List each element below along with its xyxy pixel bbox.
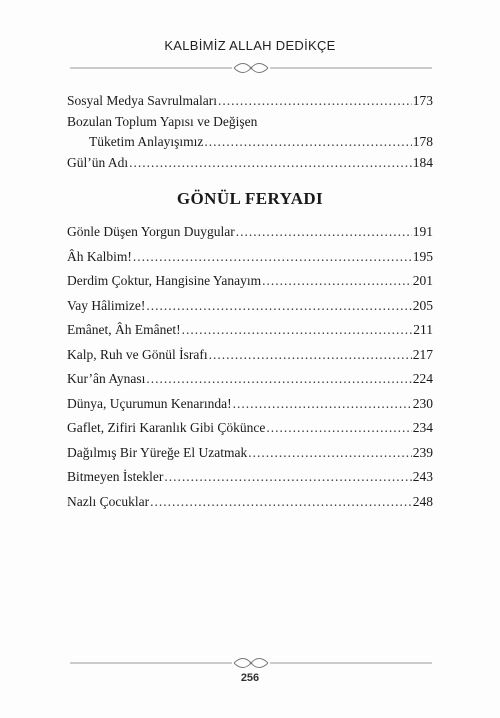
toc-entry (67, 272, 433, 290)
toc-entry-title: Dağılmış Bir Yüreğe El Uzatmak (67, 444, 248, 460)
toc-entry (67, 154, 433, 172)
toc-entry-page: 248 (412, 493, 433, 509)
toc-leader-dots (150, 493, 412, 511)
toc-entry-page: 205 (412, 297, 433, 313)
toc-entry-page: 195 (412, 248, 433, 264)
toc-entry-page: 184 (412, 155, 433, 170)
toc-entry-title: Âh Kalbim! (67, 248, 132, 264)
toc-entry (67, 370, 433, 388)
toc-leader-dots (146, 297, 411, 315)
toc-entry-title: Dünya, Uçurumun Kenarında! (67, 395, 232, 411)
toc-leader-dots (266, 419, 411, 437)
toc-entry (67, 321, 433, 339)
toc-entry-page: 173 (412, 93, 433, 108)
section-entry-list (67, 223, 433, 511)
toc-entry-page: 201 (412, 273, 433, 288)
toc-entry-title-line1: Bozulan Toplum Yapısı ve Değişen (67, 114, 258, 129)
toc-leader-dots (164, 468, 411, 486)
toc-entry-page: 234 (412, 420, 433, 435)
toc-leader-dots (129, 154, 412, 172)
toc-leader-dots (236, 223, 412, 241)
toc-entry-title: Tüketim Anlayışımız (89, 134, 204, 149)
footer-ornament-rule (70, 657, 432, 669)
toc-entry-title: Vay Hâlimize! (67, 297, 146, 313)
toc-entry (67, 133, 433, 151)
toc-entry-page: 239 (412, 444, 433, 460)
table-of-contents (67, 92, 433, 511)
toc-leader-dots (133, 248, 412, 266)
toc-entry-title: Emânet, Âh Emânet! (67, 322, 181, 337)
toc-entry (67, 395, 433, 413)
toc-entry-title: Gönle Düşen Yorgun Duygular (67, 224, 235, 239)
toc-entry-title: Kur’ân Aynası (67, 371, 146, 386)
toc-entry-page: 211 (413, 322, 433, 337)
toc-entry (67, 419, 433, 437)
toc-entry (67, 248, 433, 266)
toc-leader-dots (262, 272, 412, 290)
running-head-title: KALBİMİZ ALLAH DEDİKÇE (164, 38, 336, 53)
toc-entry (67, 223, 433, 241)
header-ornament-rule (70, 62, 432, 74)
toc-entry (67, 92, 433, 110)
toc-leader-dots (218, 92, 412, 110)
toc-entry-page: 224 (412, 371, 433, 386)
toc-entry (67, 444, 433, 462)
page-number: 256 (240, 672, 260, 684)
toc-entry-title: Derdim Çoktur, Hangisine Yanayım (67, 273, 262, 288)
toc-leader-dots (146, 370, 411, 388)
toc-entry-page: 191 (412, 224, 433, 239)
toc-leader-dots (233, 395, 412, 413)
toc-entry (67, 297, 433, 315)
toc-entry-title: Kalp, Ruh ve Gönül İsrafı (67, 346, 208, 362)
toc-entry-title: Gaflet, Zifiri Karanlık Gibi Çökünce (67, 420, 266, 435)
toc-entry (67, 346, 433, 364)
toc-entry-page: 178 (412, 134, 433, 149)
toc-leader-dots (204, 133, 411, 151)
toc-entry (67, 468, 433, 486)
section-heading: GÖNÜL FERYADI (176, 189, 324, 208)
toc-entry-title: Nazlı Çocuklar (67, 493, 150, 509)
toc-entry-title: Gül’ün Adı (67, 155, 129, 170)
toc-leader-dots (248, 444, 412, 462)
toc-entry (67, 493, 433, 511)
toc-entry-page: 243 (412, 469, 433, 484)
toc-leader-dots (182, 321, 413, 339)
toc-leader-dots (209, 346, 412, 364)
toc-entry-page: 230 (412, 395, 433, 411)
toc-entry-title: Sosyal Medya Savrulmaları (67, 93, 217, 108)
toc-entry-page: 217 (412, 346, 433, 362)
toc-entry-title: Bitmeyen İstekler (67, 469, 164, 484)
